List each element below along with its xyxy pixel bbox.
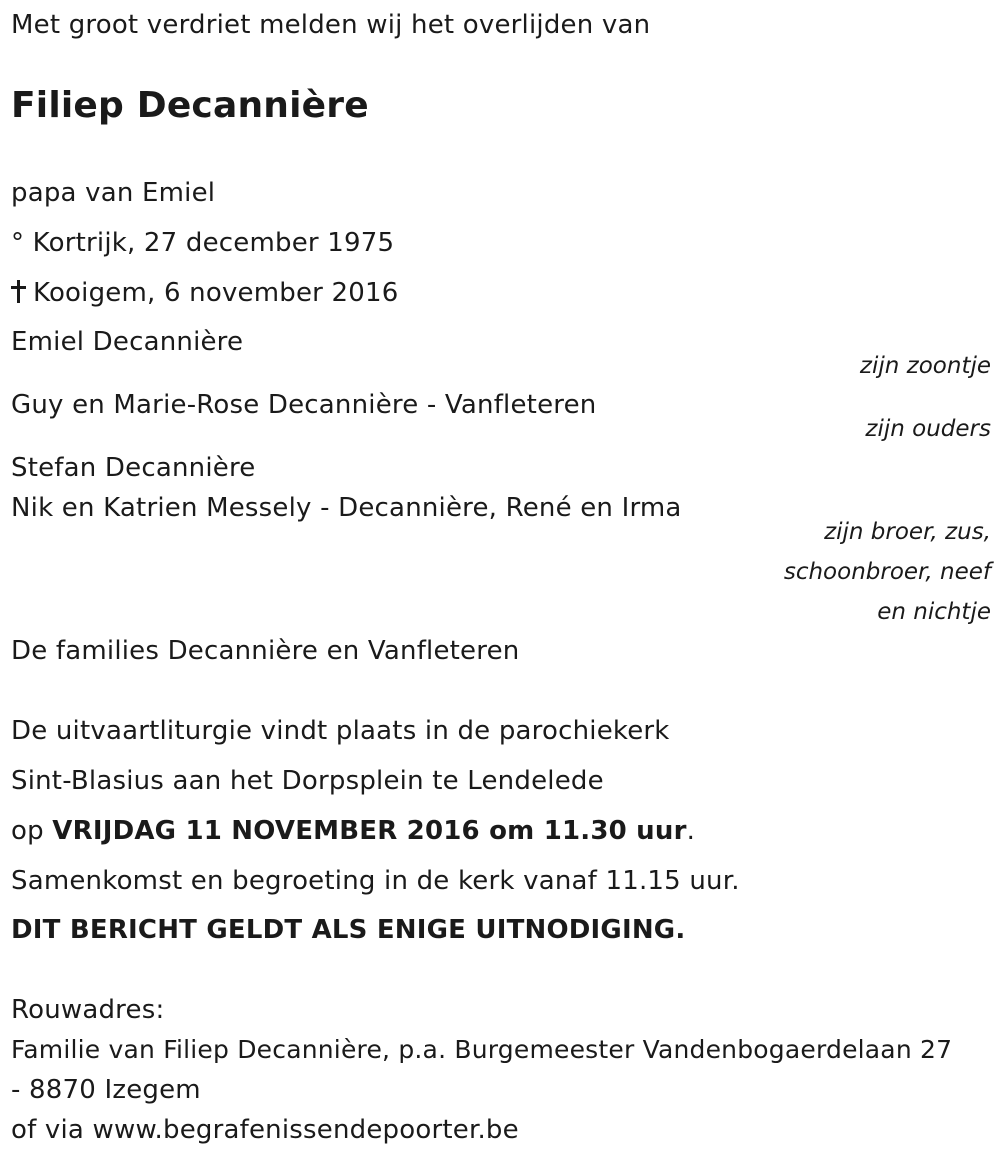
funeral-date-line: [11, 814, 695, 848]
obituary-notice: [11, 0, 991, 1164]
son-role: zijn zoontje: [859, 353, 991, 379]
address-line-3: of via www.begrafenissendepoorter.be: [11, 1115, 519, 1145]
deceased-name: Filiep Decannière: [11, 85, 369, 126]
funeral-line-2: Sint-Blasius aan het Dorpsplein te Lendelede: [11, 766, 604, 796]
date-suffix: .: [686, 816, 696, 846]
siblings-role-line-3: en nichtje: [877, 599, 991, 625]
death-text: Kooigem, 6 november 2016: [33, 278, 399, 308]
gathering-text: Samenkomst en begroeting in de kerk vanaf 11.15 uur.: [11, 866, 740, 896]
siblings-role-line-1: zijn broer, zus,: [824, 519, 991, 545]
son-name: Emiel Decannière: [11, 327, 244, 357]
brother-name: Stefan Decannière: [11, 453, 256, 483]
date-prefix: op: [11, 816, 53, 846]
address-line-1: Familie van Filiep Decannière, p.a. Burgemeester Vandenbogaerdelaan 27: [11, 1035, 953, 1064]
intro-text: Met groot verdriet melden wij het overlijden van: [11, 10, 651, 40]
parents-names: Guy en Marie-Rose Decannière - Vanfleteren: [11, 390, 597, 420]
address-label: Rouwadres:: [11, 995, 165, 1025]
siblings-role-line-2: schoonbroer, neef: [783, 559, 991, 585]
funeral-line-1: De uitvaartliturgie vindt plaats in de parochiekerk: [11, 716, 670, 746]
families-text: De families Decannière en Vanfleteren: [11, 636, 520, 666]
invitation-notice: DIT BERICHT GELDT ALS ENIGE UITNODIGING.: [11, 915, 686, 945]
relation-text: papa van Emiel: [11, 178, 216, 208]
address-line-2: - 8870 Izegem: [11, 1075, 201, 1105]
birth-text: ° Kortrijk, 27 december 1975: [11, 228, 395, 258]
parents-role: zijn ouders: [865, 416, 991, 442]
sister-names: Nik en Katrien Messely - Decannière, René en Irma: [11, 493, 682, 523]
death-line: [11, 276, 398, 310]
cross-icon: [11, 279, 27, 305]
funeral-date: VRIJDAG 11 NOVEMBER 2016 om 11.30 uur: [52, 816, 687, 846]
